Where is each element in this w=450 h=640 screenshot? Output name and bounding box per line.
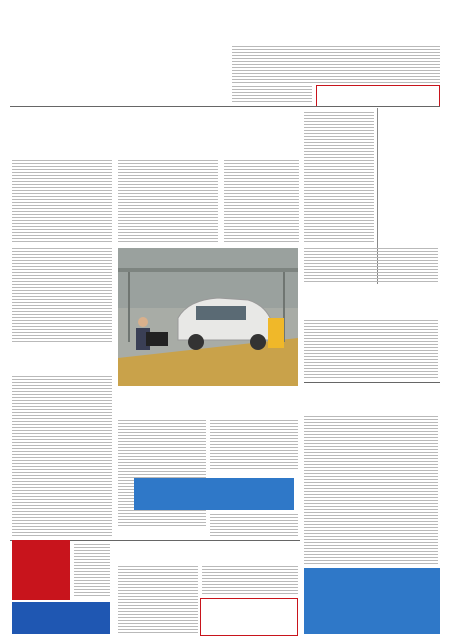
factory-photo [118,248,298,386]
lead-body-col3 [224,160,299,244]
feature-body-col2 [210,420,298,470]
ad-block-lower [12,602,110,634]
factory-photo-image [118,248,298,386]
bottom-body-col1 [118,566,198,634]
theme-banner [134,478,294,510]
top-right-box-line1 [317,86,439,88]
top-mid-body [232,86,312,104]
bottom-box-line2 [201,605,297,608]
feature-body-col1 [118,420,206,528]
ad-block [12,540,70,600]
ad-line2 [12,548,70,552]
top-right-box [316,85,440,107]
vitality-divider [304,382,440,383]
feature-body-col3 [210,514,298,538]
ad-line1 [12,540,70,548]
theme-banner-line2 [134,483,294,486]
bottom-box [200,598,298,636]
lead-body-col2 [118,160,218,244]
bottom-body-col2 [202,566,298,596]
regulation-body [304,320,438,380]
masthead-divider [10,106,440,107]
left-story-body [12,376,112,536]
right-column-body [304,248,438,284]
bottom-right-banner [304,568,440,634]
lead-body-col1 [12,160,112,244]
top-story-body [232,46,440,84]
lead-body-col4 [304,112,374,244]
vitality-body [304,416,438,566]
ad-side-text [74,544,110,596]
left-story-body-top [12,248,112,344]
